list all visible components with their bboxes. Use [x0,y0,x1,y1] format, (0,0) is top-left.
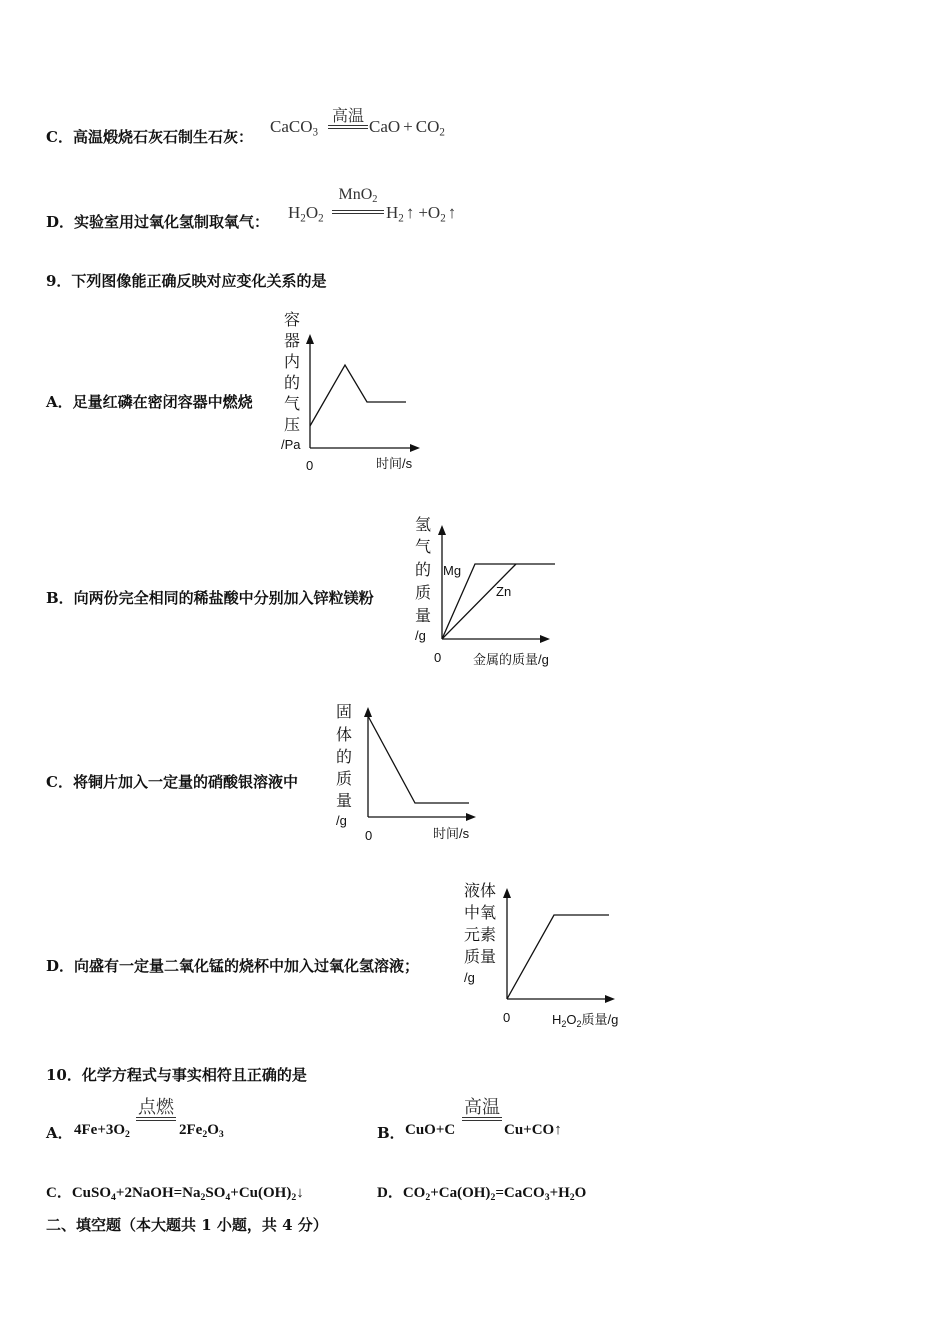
graph-b-ylabel [415,515,431,625]
ylabel-line: 中氧 [464,903,497,922]
graph-c-curve [368,716,469,803]
graph-c-ylabel [336,702,352,810]
graph-d-origin: 0 [503,1010,511,1025]
ylabel-char: 压 [284,415,301,434]
q10-option-b [377,1093,677,1141]
ylabel-char: 质 [415,583,432,602]
q8-c-equals-sign [328,125,368,129]
ylabel-char: 的 [284,373,301,392]
graph-d-xlabel: $H_2O_2$质量/g [552,1012,619,1029]
q8-c-reactant: CaCO$_3$ [270,117,319,139]
q10-a-equals-sign [136,1117,176,1121]
graph-b-xlabel: 金属的质量/g [473,652,549,667]
graph-c-x-arrow [466,813,476,821]
q10-c-label: C． [46,1185,72,1201]
graph-b-y-arrow [438,525,446,535]
q9-option-a-label: A．足量红磷在密闭容器中燃烧 [46,393,253,411]
q8-d-equals-sign [332,210,384,214]
graph-d-ylabel [464,881,496,966]
graph-a-y-arrow [306,334,314,344]
q10-option-c: C．$CuSO_4+2NaOH=Na_2SO_4+Cu(OH)_2↓$ [46,1185,304,1203]
q9-option-b-label: B．向两份完全相同的稀盐酸中分别加入锌粒镁粉 [46,589,374,607]
ylabel-char: 体 [336,725,353,744]
q10-a-reactants: $4Fe+3O_2$ [74,1122,130,1140]
ylabel-char: 气 [284,394,301,413]
ylabel-char: 质 [336,769,353,788]
q10-b-products: Cu+CO↑ [504,1122,562,1138]
graph-c-origin: 0 [365,828,373,843]
graph-d-y-arrow [503,888,511,898]
graph-d-yunit: /g [464,970,475,985]
graph-a-xlabel: 时间/s [376,456,413,471]
graph-b-origin: 0 [434,650,442,665]
graph-c-y-arrow [364,707,372,717]
q10-b-reactants: CuO+C [405,1122,456,1138]
ylabel-char: 固 [336,702,353,721]
ylabel-char: 量 [415,606,432,625]
q8-option-d-equation [288,186,488,230]
ylabel-line: 液体 [464,881,497,900]
q8-c-products: CaO + $CO_2$ [369,117,445,139]
ylabel-char: 气 [415,537,432,556]
graph-c-xlabel: 时间/s [433,826,470,841]
graph-b-yunit: /g [415,628,426,643]
q8-option-c-label: C．高温煅烧石灰石制生石灰： [46,128,253,146]
q8-d-catalyst: MnO$_2$ [338,186,378,206]
q9-graph-b [410,512,590,672]
ylabel-char: 内 [284,352,301,371]
graph-a-x-arrow [410,444,420,452]
q9-graph-d [463,878,648,1033]
graph-c-yunit: /g [336,813,347,828]
q10-b-condition: 高温 [464,1097,500,1117]
q8-d-reactant: $H_2O_2$ [288,203,324,225]
q8-d-products: $H_2$ ↑ $+O_2$ ↑ [386,203,457,225]
q8-option-c-equation [270,103,470,143]
q10-option-a [46,1093,366,1141]
q10-a-label: A． [46,1124,73,1142]
ylabel-char: 氢 [415,515,432,534]
graph-a-origin: 0 [306,458,314,473]
q9-title: 9．下列图像能正确反映对应变化关系的是 [46,272,327,290]
graph-a-yunit: /Pa [281,437,301,452]
ylabel-char: 的 [415,560,432,579]
q10-d-label: D． [377,1185,403,1201]
ylabel-char: 容 [284,310,301,329]
ylabel-char: 器 [284,331,301,350]
graph-d-x-arrow [605,995,615,1003]
ylabel-line: 元素 [464,925,497,944]
graph-d-curve [507,915,609,999]
ylabel-char: 的 [336,747,353,766]
graph-a-ylabel [284,310,300,434]
ylabel-char: 量 [336,791,353,810]
ylabel-line: 质量 [464,947,497,966]
q9-graph-a [275,308,435,478]
q10-title: 10．化学方程式与事实相符且正确的是 [46,1066,307,1084]
q8-c-condition: 高温 [331,108,364,125]
graph-b-x-arrow [540,635,550,643]
q10-b-label: B． [377,1124,405,1142]
graph-a-curve [310,365,406,426]
graph-b-zn-label: Zn [496,584,512,599]
q8-option-d-label: D．实验室用过氧化氢制取氧气： [46,213,270,231]
q10-option-d: D．$CO_2+Ca(OH)_2=CaCO_3+H_2O$ [377,1185,587,1203]
q10-b-equals-sign [462,1117,502,1121]
q10-a-condition: 点燃 [138,1097,174,1117]
q10-a-product: $2Fe_2O_3$ [179,1122,224,1140]
q9-option-c-label: C．将铜片加入一定量的硝酸银溶液中 [46,773,298,791]
graph-b-mg-label: Mg [443,563,462,578]
q9-graph-c [333,700,493,850]
q9-option-d-label: D．向盛有一定量二氧化锰的烧杯中加入过氧化氢溶液； [46,957,420,975]
section2-title: 二、填空题（本大题共 1 小题，共 4 分） [46,1216,328,1234]
